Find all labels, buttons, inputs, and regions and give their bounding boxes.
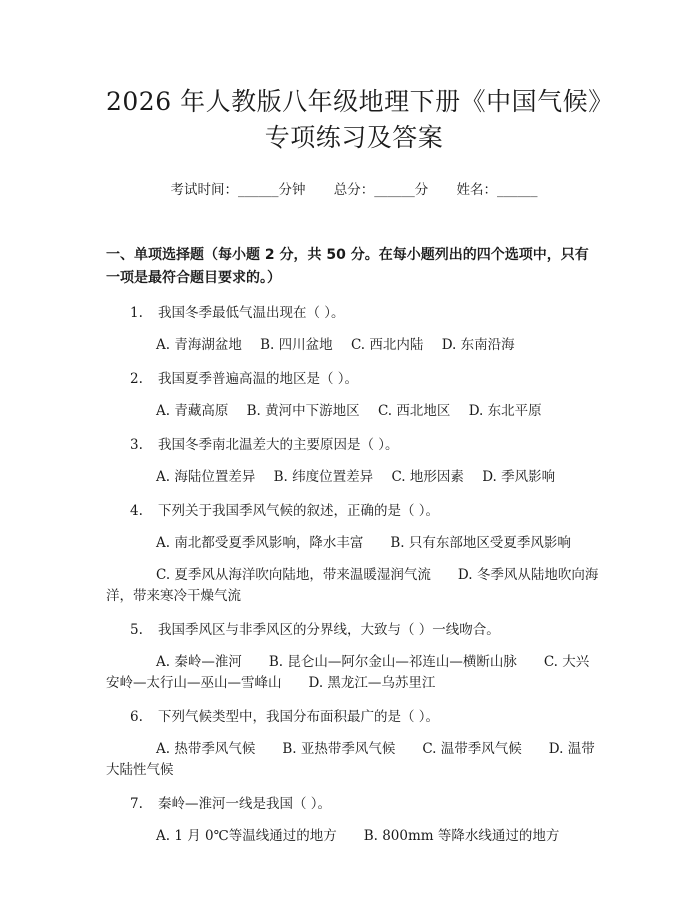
option-d: D. 季风影响 [482, 469, 556, 485]
question-2 [106, 369, 602, 422]
question-options-line-2: C. 夏季风从海洋吹向陆地，带来温暖湿润气流 D. 冬季风从陆地吹向海洋，带来寒冷干燥气流 [106, 567, 599, 604]
question-3 [106, 435, 602, 488]
option-a: A. 青海湖盆地 [156, 337, 242, 353]
question-number: 1. [130, 305, 143, 321]
question-stem: 秦岭—淮河一线是我国（ ）。 [158, 796, 332, 812]
question-number: 2. [130, 371, 143, 387]
section-heading: 一、单项选择题（每小题 2 分，共 50 分。在每小题列出的四个选项中，只有一项是最符合题目要求的。） [106, 247, 589, 286]
question-number: 4. [130, 503, 143, 519]
question-stem: 我国冬季最低气温出现在（ ）。 [158, 305, 345, 321]
option-c: C. 西北地区 [377, 403, 451, 419]
exam-info-row [106, 180, 602, 200]
question-options [106, 401, 602, 422]
name-field: 姓名：______ [456, 182, 538, 198]
question-options-line-1: A. 南北都受夏季风影响，降水丰富 B. 只有东部地区受夏季风影响 [156, 535, 571, 551]
question-options [106, 467, 602, 488]
title-line-1: 2026 年人教版八年级地理下册《中国气候》 [106, 87, 614, 116]
option-a: A. 海陆位置差异 [156, 469, 256, 485]
question-options: A. 1 月 0℃等温线通过的地方 B. 800mm 等降水线通过的地方 [156, 828, 560, 844]
question-stem: 下列关于我国季风气候的叙述，正确的是（ ）。 [158, 503, 440, 519]
option-b: B. 四川盆地 [260, 337, 333, 353]
total-score-field: 总分：______分 [333, 182, 429, 198]
question-number: 3. [130, 437, 143, 453]
question-options: A. 秦岭—淮河 B. 昆仑山—阿尔金山—祁连山—横断山脉 C. 大兴安岭—太行山—巫山—雪峰山 D. 黑龙江—乌苏里江 [106, 654, 590, 691]
question-options [106, 335, 602, 356]
question-stem: 我国夏季普遍高温的地区是（ ）。 [158, 371, 359, 387]
question-number: 6. [130, 709, 143, 725]
question-stem: 我国冬季南北温差大的主要原因是（ ）。 [158, 437, 399, 453]
title-line-2: 专项练习及答案 [264, 123, 444, 152]
option-b: B. 黄河中下游地区 [246, 403, 360, 419]
question-1 [106, 303, 602, 356]
option-a: A. 青藏高原 [156, 403, 229, 419]
exam-time-field: 考试时间：______分钟 [170, 182, 306, 198]
option-d: D. 东北平原 [468, 403, 542, 419]
exam-title [106, 0, 614, 156]
question-number: 7. [130, 796, 143, 812]
question-options: A. 热带季风气候 B. 亚热带季风气候 C. 温带季风气候 D. 温带大陆性气候 [106, 741, 595, 778]
question-stem: 下列气候类型中，我国分布面积最广的是（ ）。 [158, 709, 440, 725]
option-c: C. 西北内陆 [350, 337, 424, 353]
question-4 [106, 501, 602, 607]
option-b: B. 纬度位置差异 [273, 469, 374, 485]
option-c: C. 地形因素 [391, 469, 464, 485]
question-6 [106, 707, 602, 781]
option-d: D. 东南沿海 [441, 337, 515, 353]
question-7 [106, 794, 602, 847]
question-number: 5. [130, 622, 143, 638]
question-stem: 我国季风区与非季风区的分界线，大致与（ ）一线吻合。 [158, 622, 500, 638]
question-5 [106, 620, 602, 694]
